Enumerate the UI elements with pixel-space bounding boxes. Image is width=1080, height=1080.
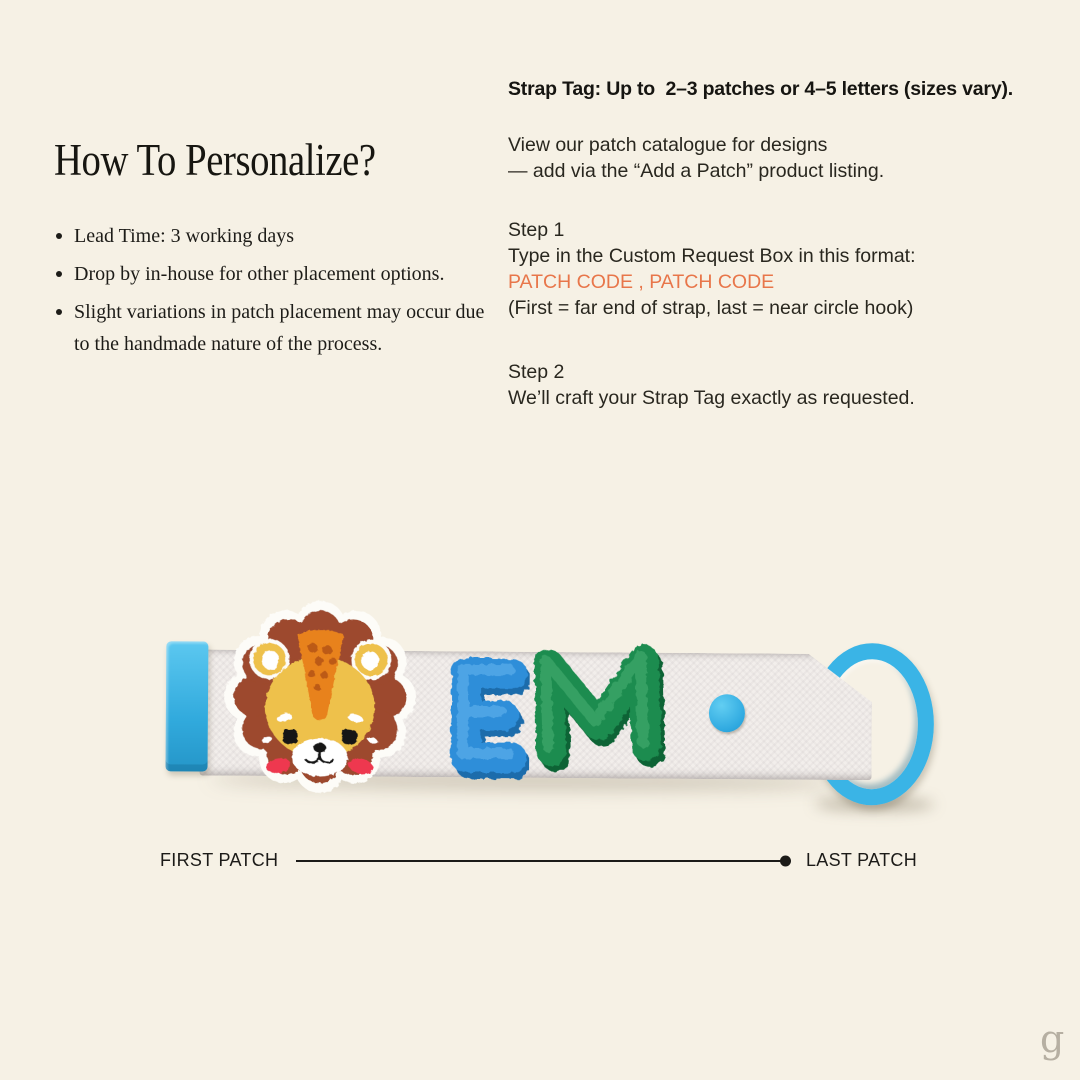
list-item <box>54 258 488 290</box>
right-column <box>508 76 1080 444</box>
strap-tag-heading: Strap Tag: Up to 2–3 patches or 4–5 letters (sizes vary). <box>508 78 1013 100</box>
first-patch-label: FIRST PATCH <box>160 850 279 870</box>
list-item <box>54 220 488 252</box>
notes-list <box>54 220 488 360</box>
step1-instruction: Type in the Custom Request Box in this format: <box>508 245 916 267</box>
step2-instruction: We’ll craft your Strap Tag exactly as requested. <box>508 387 915 409</box>
letter-patch-m-icon <box>522 637 673 776</box>
patch-code-format: PATCH CODE , PATCH CODE <box>508 271 775 293</box>
catalogue-paragraph <box>508 132 1080 184</box>
last-patch-label: LAST PATCH <box>805 850 917 870</box>
bullet-text: Slight variations in patch placement may occur due to the handmade nature of the process. <box>74 301 485 355</box>
catalogue-line: View our patch catalogue for designs <box>508 134 828 156</box>
bullet-text: Drop by in-house for other placement options. <box>74 263 445 285</box>
lion-patch-icon <box>223 605 416 789</box>
step1-label: Step 1 <box>508 219 565 241</box>
strap-tag-photo <box>154 582 956 828</box>
brand-watermark: g <box>1040 1017 1065 1061</box>
left-column <box>54 134 494 366</box>
list-item <box>54 296 488 360</box>
catalogue-line: — add via the “Add a Patch” product listing. <box>508 160 885 182</box>
strap-end-clamp <box>166 641 209 771</box>
bullet-text: Lead Time: 3 working days <box>74 225 294 247</box>
leader-end-dot-icon <box>780 855 791 866</box>
page-title: How To Personalize? <box>54 135 376 185</box>
step1-block <box>508 217 1080 321</box>
step2-label: Step 2 <box>508 361 565 383</box>
step1-note: (First = far end of strap, last = near circle hook) <box>508 297 914 319</box>
step2-block <box>508 359 1080 411</box>
patch-order-annotation <box>160 850 917 871</box>
rivet-stud <box>709 694 745 732</box>
leader-line <box>296 860 788 862</box>
